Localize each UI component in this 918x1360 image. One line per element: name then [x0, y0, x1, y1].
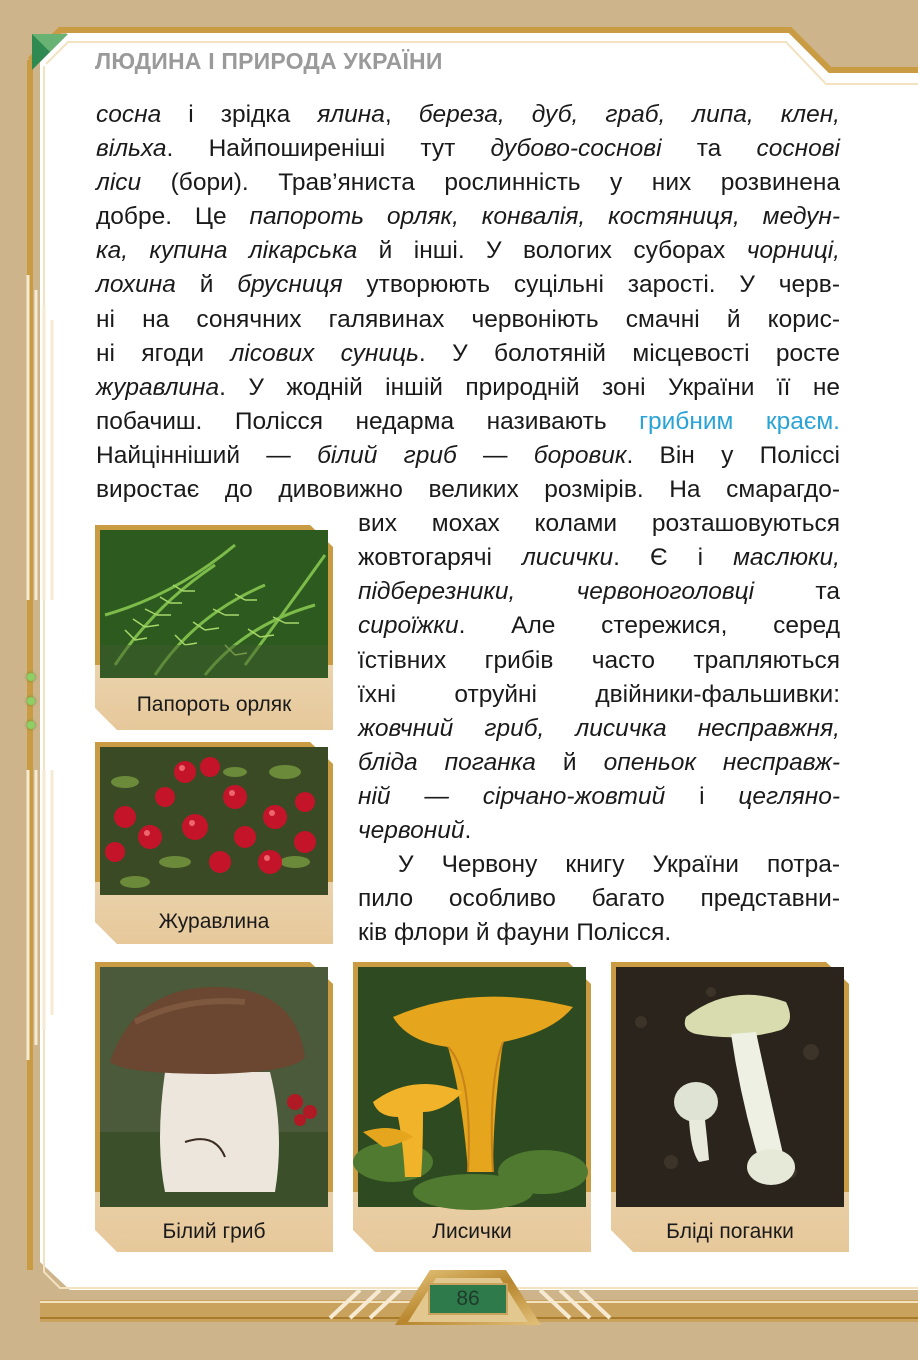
text-run: ні ягоди: [96, 339, 231, 367]
text-line: [96, 473, 840, 507]
text-line: [96, 132, 840, 166]
italic-term: сироїжки: [358, 612, 459, 640]
italic-term: соснові: [756, 135, 840, 163]
text-line: [358, 916, 840, 950]
italic-term: брусниця: [237, 271, 343, 299]
italic-term: лисички: [521, 544, 614, 572]
decorative-dot: [27, 673, 35, 681]
text-line: [96, 98, 840, 132]
text-line: [96, 166, 840, 200]
text-line: [358, 609, 840, 643]
text-run: .: [464, 816, 472, 844]
text-run: . Найпоширеніші тут: [166, 135, 491, 163]
italic-term: лохина: [96, 271, 176, 299]
italic-term: береза, дуб, граб, липа, клен,: [418, 101, 840, 128]
text-line: [358, 507, 840, 541]
text-run: жовтогарячі: [358, 544, 522, 572]
text-line: [96, 303, 840, 337]
italic-term: підберезники, червоноголовці: [358, 578, 755, 606]
deathcap-image: [611, 962, 849, 1252]
photo-card-fern: [95, 525, 333, 730]
italic-term: сосна: [96, 101, 162, 128]
deathcap-caption: Бліді поганки: [666, 1220, 794, 1243]
text-run: й: [535, 748, 604, 776]
porcini-image: [95, 962, 333, 1252]
text-run: та: [661, 135, 757, 163]
italic-term: маслюки,: [733, 544, 840, 572]
italic-term: ній — сірчано-жовтий: [358, 782, 666, 810]
text-run: пило особливо багато представни-: [358, 885, 840, 913]
italic-term: білий гриб: [317, 441, 457, 469]
text-line: [358, 746, 840, 780]
text-run: й інші. У вологих суборах: [357, 237, 747, 265]
italic-term: ка, купина лікарська: [96, 237, 358, 265]
text-run: утворюють суцільні зарості. У черв-: [342, 271, 840, 299]
italic-term: жовчний гриб, лисичка несправжня,: [358, 714, 840, 742]
chanterelle-image: [353, 962, 591, 1252]
text-line: [358, 712, 840, 746]
italic-term: чорниці,: [746, 237, 840, 265]
text-run: та: [754, 578, 840, 606]
italic-term: ліси: [96, 169, 142, 197]
text-run: ,: [384, 101, 419, 128]
text-run: . У жодній іншій природній зоні України її не: [219, 373, 840, 401]
italic-term: дубово-соснові: [490, 135, 662, 163]
text-run: виростає до дивовижно великих розмірів. На смарагдо-: [96, 476, 840, 504]
photo-card-chanterelle: [353, 962, 591, 1252]
italic-term: вільха: [96, 135, 167, 163]
text-run: . Є і: [613, 544, 734, 572]
text-line: [358, 848, 840, 882]
decorative-dot: [27, 721, 35, 729]
text-line: [96, 268, 840, 302]
text-line: [358, 814, 840, 848]
porcini-caption: Білий гриб: [162, 1220, 266, 1243]
text-run: . У болотяній місцевості росте: [418, 339, 841, 367]
highlighted-term: грибним краєм.: [639, 407, 840, 435]
page-number: 86: [456, 1287, 480, 1310]
text-line: [358, 678, 840, 712]
italic-term: ялина: [317, 101, 385, 128]
text-line: [358, 541, 840, 575]
cranberry-caption: Журавлина: [158, 910, 270, 933]
photo-card-deathcap: [611, 962, 849, 1252]
text-line: [96, 439, 840, 473]
decorative-dot: [27, 697, 35, 705]
chanterelle-caption: Лисички: [432, 1220, 512, 1243]
italic-term: боровик: [533, 441, 627, 469]
text-run: У Червону книгу України потра-: [398, 851, 840, 879]
photo-card-cranberry: [95, 742, 333, 944]
text-run: їстівних грибів часто трапляються: [358, 646, 840, 674]
text-line: [96, 371, 840, 405]
text-line: [358, 575, 840, 609]
italic-term: бліда поганка: [358, 748, 536, 776]
text-run: . Він у Поліссі: [626, 441, 841, 469]
italic-term: цегляно-: [738, 782, 840, 810]
italic-term: червоний: [358, 816, 465, 844]
photo-card-porcini: [95, 962, 333, 1252]
text-line: [96, 405, 840, 439]
text-run: й: [175, 271, 238, 299]
fern-caption: Папороть орляк: [136, 693, 292, 716]
italic-term: лісових суниць: [230, 339, 419, 367]
running-header: ЛЮДИНА І ПРИРОДА УКРАЇНИ: [95, 48, 443, 74]
text-run: і зрідка: [161, 101, 318, 128]
text-line: [96, 234, 840, 268]
text-run: побачиш. Полісся недарма називають: [96, 407, 640, 435]
text-run: вих мохах колами розташовуються: [358, 510, 840, 538]
text-run: —: [456, 441, 534, 469]
text-line: [358, 780, 840, 814]
text-run: Найцінніший —: [96, 441, 318, 469]
text-line: [358, 644, 840, 678]
text-line: [96, 337, 840, 371]
text-run: добре. Це: [96, 203, 250, 231]
text-run: . Але стережися, серед: [458, 612, 840, 640]
text-line: [96, 200, 840, 234]
text-line: [358, 882, 840, 916]
italic-term: журавлина: [96, 373, 220, 401]
text-run: ні на сонячних галявинах червоніють смачні й корис-: [96, 305, 840, 333]
text-run: (бори). Трав’яниста рослинність у них розвинена: [141, 169, 840, 197]
italic-term: папороть орляк, конвалія, костяниця, медун-: [249, 203, 840, 231]
italic-term: опеньок несправж-: [603, 748, 840, 776]
text-run: і: [665, 782, 739, 810]
text-run: їхні отруйні двійники-фальшивки:: [358, 680, 840, 708]
text-run: ків флори й фауни Полісся.: [358, 919, 672, 947]
